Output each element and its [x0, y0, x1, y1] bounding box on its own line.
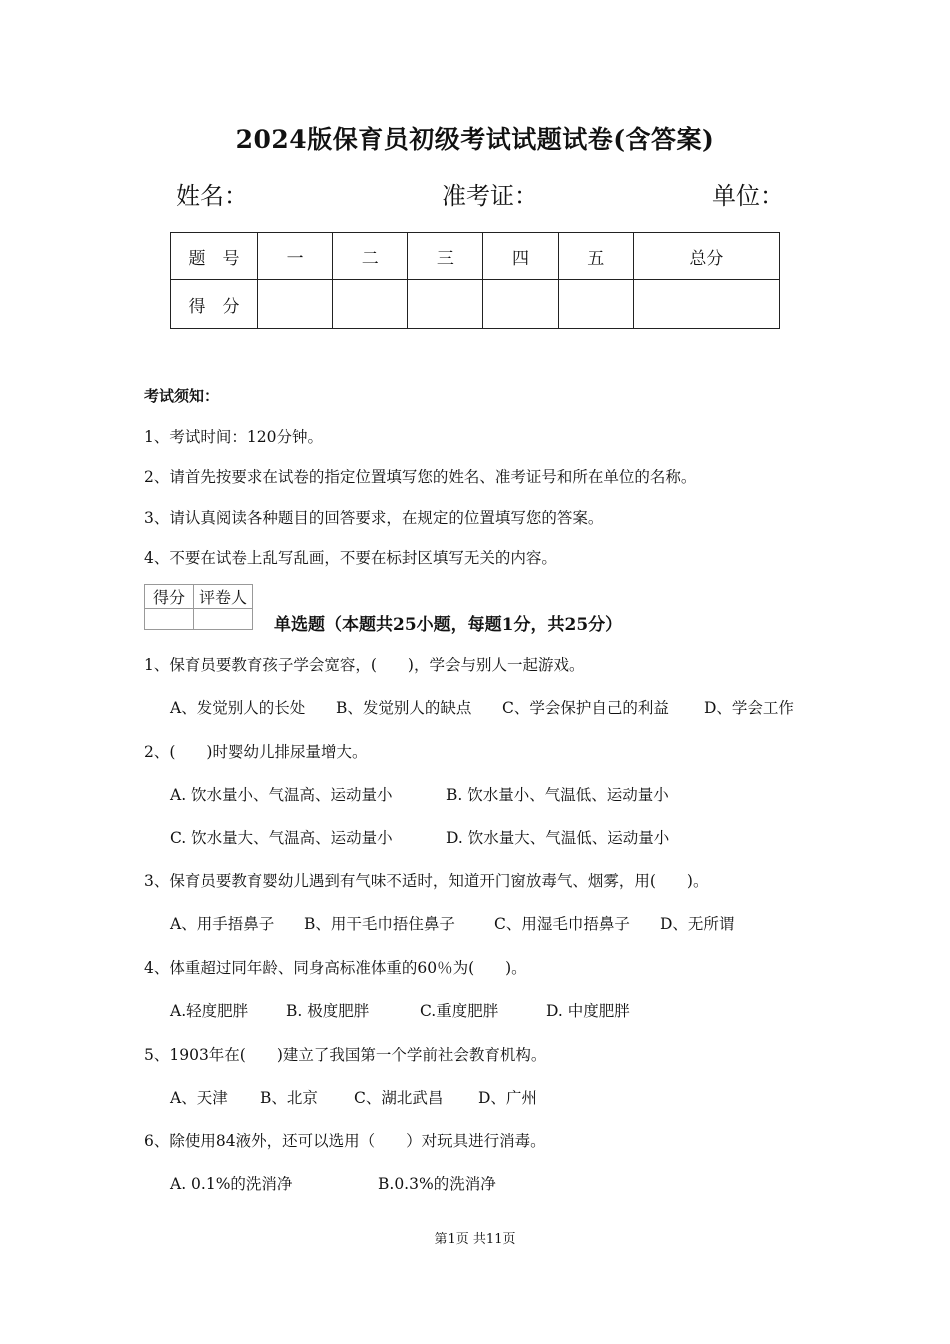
- score-cell[interactable]: [258, 280, 333, 329]
- grader-score-label: 得分: [145, 585, 194, 609]
- grader-reviewer-label: 评卷人: [194, 585, 253, 609]
- notice-title: 考试须知：: [144, 387, 220, 405]
- score-header-cell: 四: [483, 233, 558, 280]
- question-stem: 5、1903年在( )建立了我国第一个学前社会教育机构。: [144, 1046, 547, 1064]
- score-header-cell: 三: [408, 233, 483, 280]
- document-title: 2024版保育员初级考试试题试卷(含答案): [235, 125, 715, 154]
- option[interactable]: A. 0.1%的洗消净: [170, 1175, 293, 1193]
- question-options: [170, 999, 630, 1021]
- question-options: [170, 1172, 496, 1194]
- question-options: [170, 696, 794, 718]
- notice-item: 2、请首先按要求在试卷的指定位置填写您的姓名、准考证号和所在单位的名称。: [144, 468, 697, 486]
- notice-item: 4、不要在试卷上乱写乱画，不要在标封区填写无关的内容。: [144, 549, 557, 567]
- option[interactable]: A.轻度肥胖: [170, 1002, 249, 1020]
- name-label: 姓名：: [176, 182, 248, 210]
- option[interactable]: B、北京: [260, 1089, 318, 1107]
- question-options: [170, 826, 669, 848]
- score-header-cell: 总分: [633, 233, 779, 280]
- score-header-cell: 五: [558, 233, 633, 280]
- option[interactable]: B. 饮水量小、气温低、运动量小: [446, 786, 669, 804]
- option[interactable]: A、用手捂鼻子: [170, 915, 275, 933]
- score-cell[interactable]: [333, 280, 408, 329]
- question-stem: 3、保育员要教育婴幼儿遇到有气味不适时，知道开门窗放毒气、烟雾，用( )。: [144, 872, 709, 890]
- grader-score-cell[interactable]: [145, 609, 194, 630]
- option[interactable]: D. 中度肥胖: [546, 1002, 630, 1020]
- score-header-cell: 二: [333, 233, 408, 280]
- score-cell[interactable]: [633, 280, 779, 329]
- option[interactable]: D、学会工作: [704, 699, 794, 717]
- option[interactable]: A、天津: [170, 1089, 228, 1107]
- score-table: [170, 232, 780, 329]
- option[interactable]: B. 极度肥胖: [286, 1002, 370, 1020]
- option[interactable]: C、学会保护自己的利益: [502, 699, 669, 717]
- unit-label: 单位：: [712, 182, 784, 210]
- score-cell[interactable]: [558, 280, 633, 329]
- option[interactable]: C、用湿毛巾捂鼻子: [494, 915, 630, 933]
- option[interactable]: D、无所谓: [660, 915, 735, 933]
- score-cell[interactable]: [408, 280, 483, 329]
- option[interactable]: A、发觉别人的长处: [170, 699, 306, 717]
- question-options: [170, 1086, 537, 1108]
- score-table-score-row: [171, 280, 780, 329]
- question-stem: 6、除使用84液外，还可以选用（ ）对玩具进行消毒。: [144, 1132, 546, 1150]
- option[interactable]: A. 饮水量小、气温高、运动量小: [170, 786, 393, 804]
- grader-reviewer-cell[interactable]: [194, 609, 253, 630]
- score-cell[interactable]: [483, 280, 558, 329]
- question-stem: 2、( )时婴幼儿排尿量增大。: [144, 743, 368, 761]
- question-options: [170, 912, 734, 934]
- section-title: 单选题（本题共25小题，每题1分，共25分）: [274, 615, 623, 635]
- question-stem: 4、体重超过同年龄、同身高标准体重的60％为( )。: [144, 959, 527, 977]
- option[interactable]: C.重度肥胖: [420, 1002, 499, 1020]
- option[interactable]: D. 饮水量大、气温低、运动量小: [446, 829, 670, 847]
- option[interactable]: B.0.3%的洗消净: [378, 1175, 496, 1193]
- score-header-cell: 题 号: [171, 233, 258, 280]
- grader-box: [144, 584, 253, 630]
- notice-item: 1、考试时间：120分钟。: [144, 428, 323, 446]
- question-options: [170, 783, 669, 805]
- option[interactable]: D、广州: [478, 1089, 537, 1107]
- score-row-label: 得 分: [171, 280, 258, 329]
- notice-item: 3、请认真阅读各种题目的回答要求，在规定的位置填写您的答案。: [144, 509, 604, 527]
- exam-id-label: 准考证：: [442, 182, 538, 210]
- option[interactable]: B、用干毛巾捂住鼻子: [304, 915, 455, 933]
- option[interactable]: C、湖北武昌: [354, 1089, 444, 1107]
- question-stem: 1、保育员要教育孩子学会宽容，( )，学会与别人一起游戏。: [144, 656, 585, 674]
- page-footer: 第1页 共11页: [434, 1232, 516, 1247]
- option[interactable]: C. 饮水量大、气温高、运动量小: [170, 829, 393, 847]
- score-header-cell: 一: [258, 233, 333, 280]
- option[interactable]: B、发觉别人的缺点: [336, 699, 472, 717]
- score-table-header-row: [171, 233, 780, 280]
